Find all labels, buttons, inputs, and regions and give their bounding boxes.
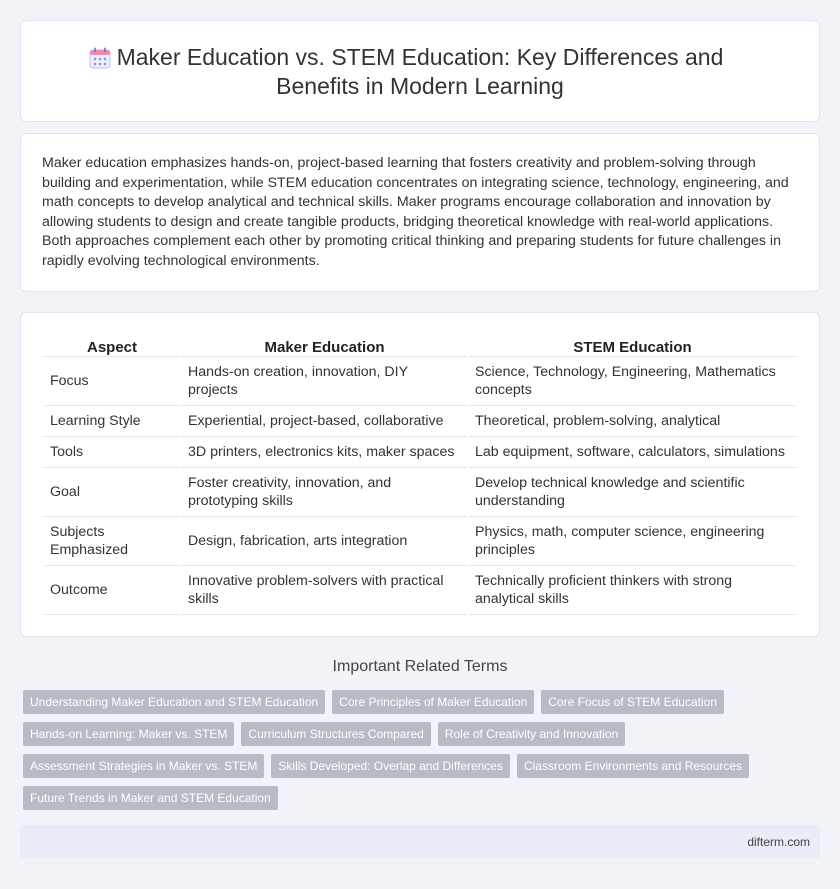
table-cell-aspect: Outcome [44, 566, 180, 615]
column-header-maker: Maker Education [182, 335, 467, 357]
table-cell-maker: Experiential, project-based, collaborative [182, 406, 467, 437]
related-term-tag[interactable]: Role of Creativity and Innovation [438, 722, 625, 746]
intro-card [20, 133, 820, 292]
related-term-tag[interactable]: Hands-on Learning: Maker vs. STEM [23, 722, 234, 746]
related-term-tag[interactable]: Classroom Environments and Resources [517, 754, 749, 778]
footer-bar [20, 825, 820, 858]
page-title: Maker Education vs. STEM Education: Key Differences and Benefits in Modern Learning [116, 44, 724, 99]
table-cell-maker: Hands-on creation, innovation, DIY projects [182, 357, 467, 406]
table-header-row [44, 335, 796, 357]
table-cell-aspect: Subjects Emphasized [44, 517, 180, 566]
table-cell-stem: Science, Technology, Engineering, Mathematics concepts [469, 357, 796, 406]
column-header-stem: STEM Education [469, 335, 796, 357]
table-cell-stem: Develop technical knowledge and scientific understanding [469, 468, 796, 517]
related-term-tag[interactable]: Curriculum Structures Compared [241, 722, 430, 746]
table-cell-maker: 3D printers, electronics kits, maker spaces [182, 437, 467, 468]
table-cell-aspect: Tools [44, 437, 180, 468]
table-cell-stem: Physics, math, computer science, engineering principles [469, 517, 796, 566]
table-cell-aspect: Learning Style [44, 406, 180, 437]
related-term-tag[interactable]: Core Focus of STEM Education [541, 690, 724, 714]
comparison-table [42, 335, 798, 615]
title-card [20, 20, 820, 122]
related-term-tag[interactable]: Assessment Strategies in Maker vs. STEM [23, 754, 264, 778]
related-terms-heading: Important Related Terms [332, 658, 508, 675]
table-cell-stem: Theoretical, problem-solving, analytical [469, 406, 796, 437]
table-cell-maker: Innovative problem-solvers with practical skills [182, 566, 467, 615]
table-row [44, 357, 796, 406]
table-cell-aspect: Focus [44, 357, 180, 406]
table-row [44, 406, 796, 437]
related-terms-list [23, 690, 803, 810]
related-term-tag[interactable]: Core Principles of Maker Education [332, 690, 534, 714]
table-cell-maker: Foster creativity, innovation, and prototyping skills [182, 468, 467, 517]
table-cell-aspect: Goal [44, 468, 180, 517]
table-row [44, 566, 796, 615]
related-term-tag[interactable]: Skills Developed: Overlap and Differences [271, 754, 510, 778]
table-cell-stem: Technically proficient thinkers with strong analytical skills [469, 566, 796, 615]
table-cell-stem: Lab equipment, software, calculators, simulations [469, 437, 796, 468]
table-row [44, 437, 796, 468]
table-row [44, 517, 796, 566]
related-term-tag[interactable]: Future Trends in Maker and STEM Education [23, 786, 278, 810]
column-header-aspect: Aspect [44, 335, 180, 357]
intro-paragraph: Maker education emphasizes hands-on, project-based learning that fosters creativity and problem-solving through building and experimentation, while STEM education concentrates on integrating science, technology, engineering, and math concepts to develop analytical and technical skills. Maker programs encourage collaboration and innovation by allowing students to design and create tangible products, bridging theoretical knowledge with real-world applications. Both approaches complement each other by promoting critical thinking and preparing students for future challenges in rapidly evolving technological environments. [42, 155, 789, 269]
related-term-tag[interactable]: Understanding Maker Education and STEM Education [23, 690, 325, 714]
footer-site-link[interactable]: difterm.com [747, 835, 810, 849]
table-cell-maker: Design, fabrication, arts integration [182, 517, 467, 566]
table-row [44, 468, 796, 517]
comparison-table-card [20, 312, 820, 637]
